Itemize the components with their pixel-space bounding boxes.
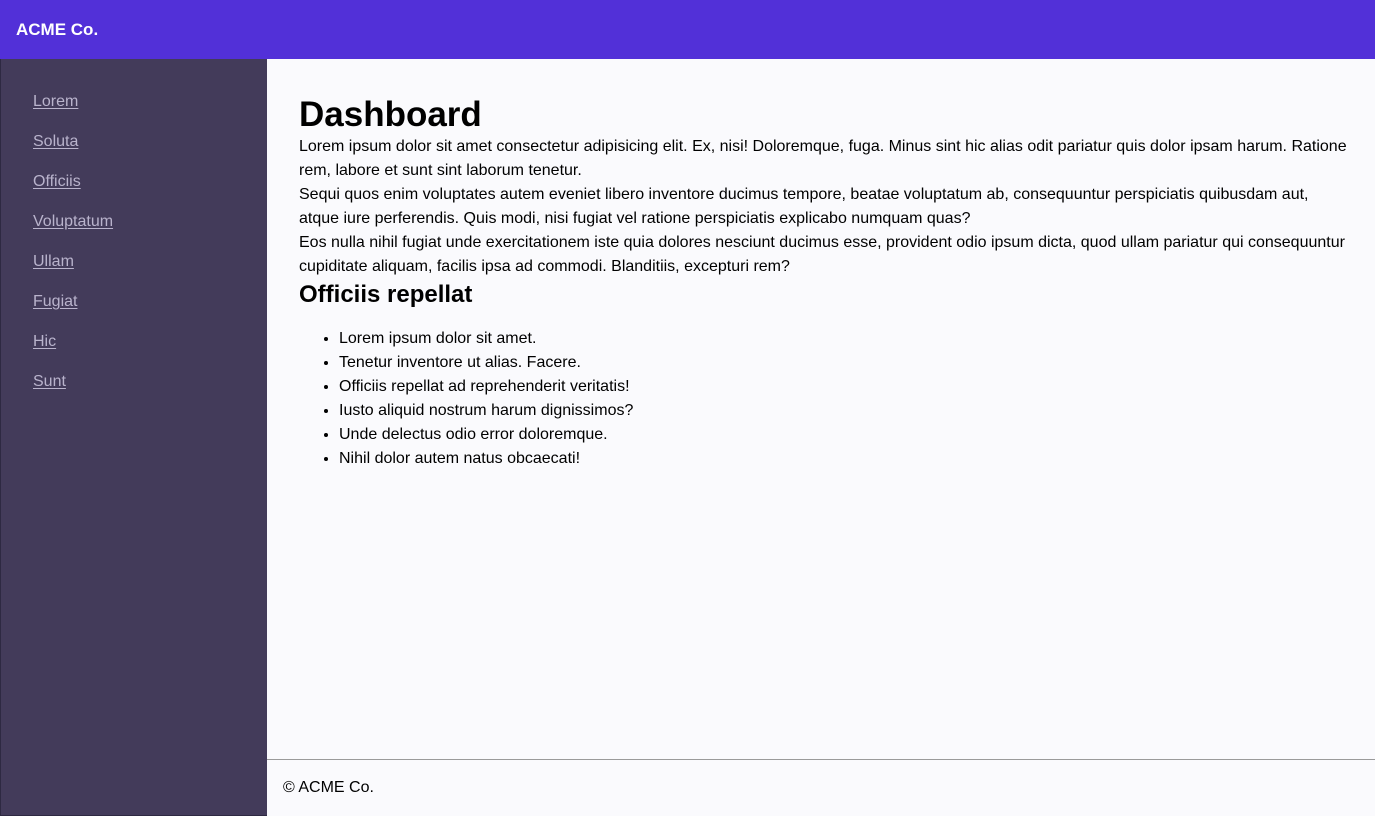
main-content — [267, 59, 1375, 759]
sidebar-item-ullam — [33, 252, 267, 292]
sidebar-item-hic — [33, 332, 267, 372]
sidebar-item-soluta — [33, 132, 267, 172]
sidebar — [0, 59, 267, 816]
brand-logo-text[interactable]: ACME Co. — [16, 19, 99, 39]
section-title: Officiis repellat — [299, 281, 473, 308]
sidebar-item-fugiat — [33, 292, 267, 332]
sidebar-nav-list — [1, 92, 267, 412]
list-item: • Lorem ipsum dolor sit amet. — [339, 327, 1351, 351]
list-item: • Unde delectus odio error doloremque. — [339, 423, 1351, 447]
sidebar-link-hic[interactable]: Hic — [33, 333, 57, 350]
sidebar-link-voluptatum[interactable]: Voluptatum — [33, 213, 114, 230]
sidebar-link-ullam[interactable]: Ullam — [33, 253, 74, 270]
sidebar-link-officiis[interactable]: Officiis — [33, 173, 81, 190]
paragraph-2: Sequi quos enim voluptates autem eveniet libero inventore ducimus tempore, beatae voluptatum ab, consequuntur perspiciatis quibusdam aut, atque iure perferendis. Quis modi, nisi fugiat vel ratione perspiciatis explicabo numquam quas? — [299, 186, 1309, 227]
sidebar-item-officiis — [33, 172, 267, 212]
sidebar-link-fugiat[interactable]: Fugiat — [33, 293, 78, 310]
sidebar-link-lorem[interactable]: Lorem — [33, 93, 79, 110]
bullet-list — [299, 327, 1351, 471]
sidebar-item-lorem — [33, 92, 267, 132]
list-item: • Iusto aliquid nostrum harum dignissimos? — [339, 399, 1351, 423]
top-bar — [0, 0, 1375, 59]
paragraph-1: Lorem ipsum dolor sit amet consectetur adipisicing elit. Ex, nisi! Doloremque, fuga. Minus sint hic alias odit pariatur quis dolor ipsam harum. Ratione rem, labore et sunt sint laborum tenetur. — [299, 138, 1347, 179]
sidebar-link-sunt[interactable]: Sunt — [33, 373, 66, 390]
footer — [267, 759, 1375, 816]
list-item: • Tenetur inventore ut alias. Facere. — [339, 351, 1351, 375]
page-title: Dashboard — [299, 95, 482, 134]
list-item: • Nihil dolor autem natus obcaecati! — [339, 447, 1351, 471]
sidebar-item-sunt — [33, 372, 267, 412]
list-item: • Officiis repellat ad reprehenderit veritatis! — [339, 375, 1351, 399]
paragraph-3: Eos nulla nihil fugiat unde exercitationem iste quia dolores nesciunt ducimus esse, provident odio ipsum dicta, quod ullam pariatur qui consequuntur cupiditate aliquam, facilis ipsa ad commodi. Blanditiis, excepturi rem? — [299, 234, 1345, 275]
sidebar-link-soluta[interactable]: Soluta — [33, 133, 79, 150]
footer-copyright: © ACME Co. — [283, 779, 374, 796]
sidebar-item-voluptatum — [33, 212, 267, 252]
